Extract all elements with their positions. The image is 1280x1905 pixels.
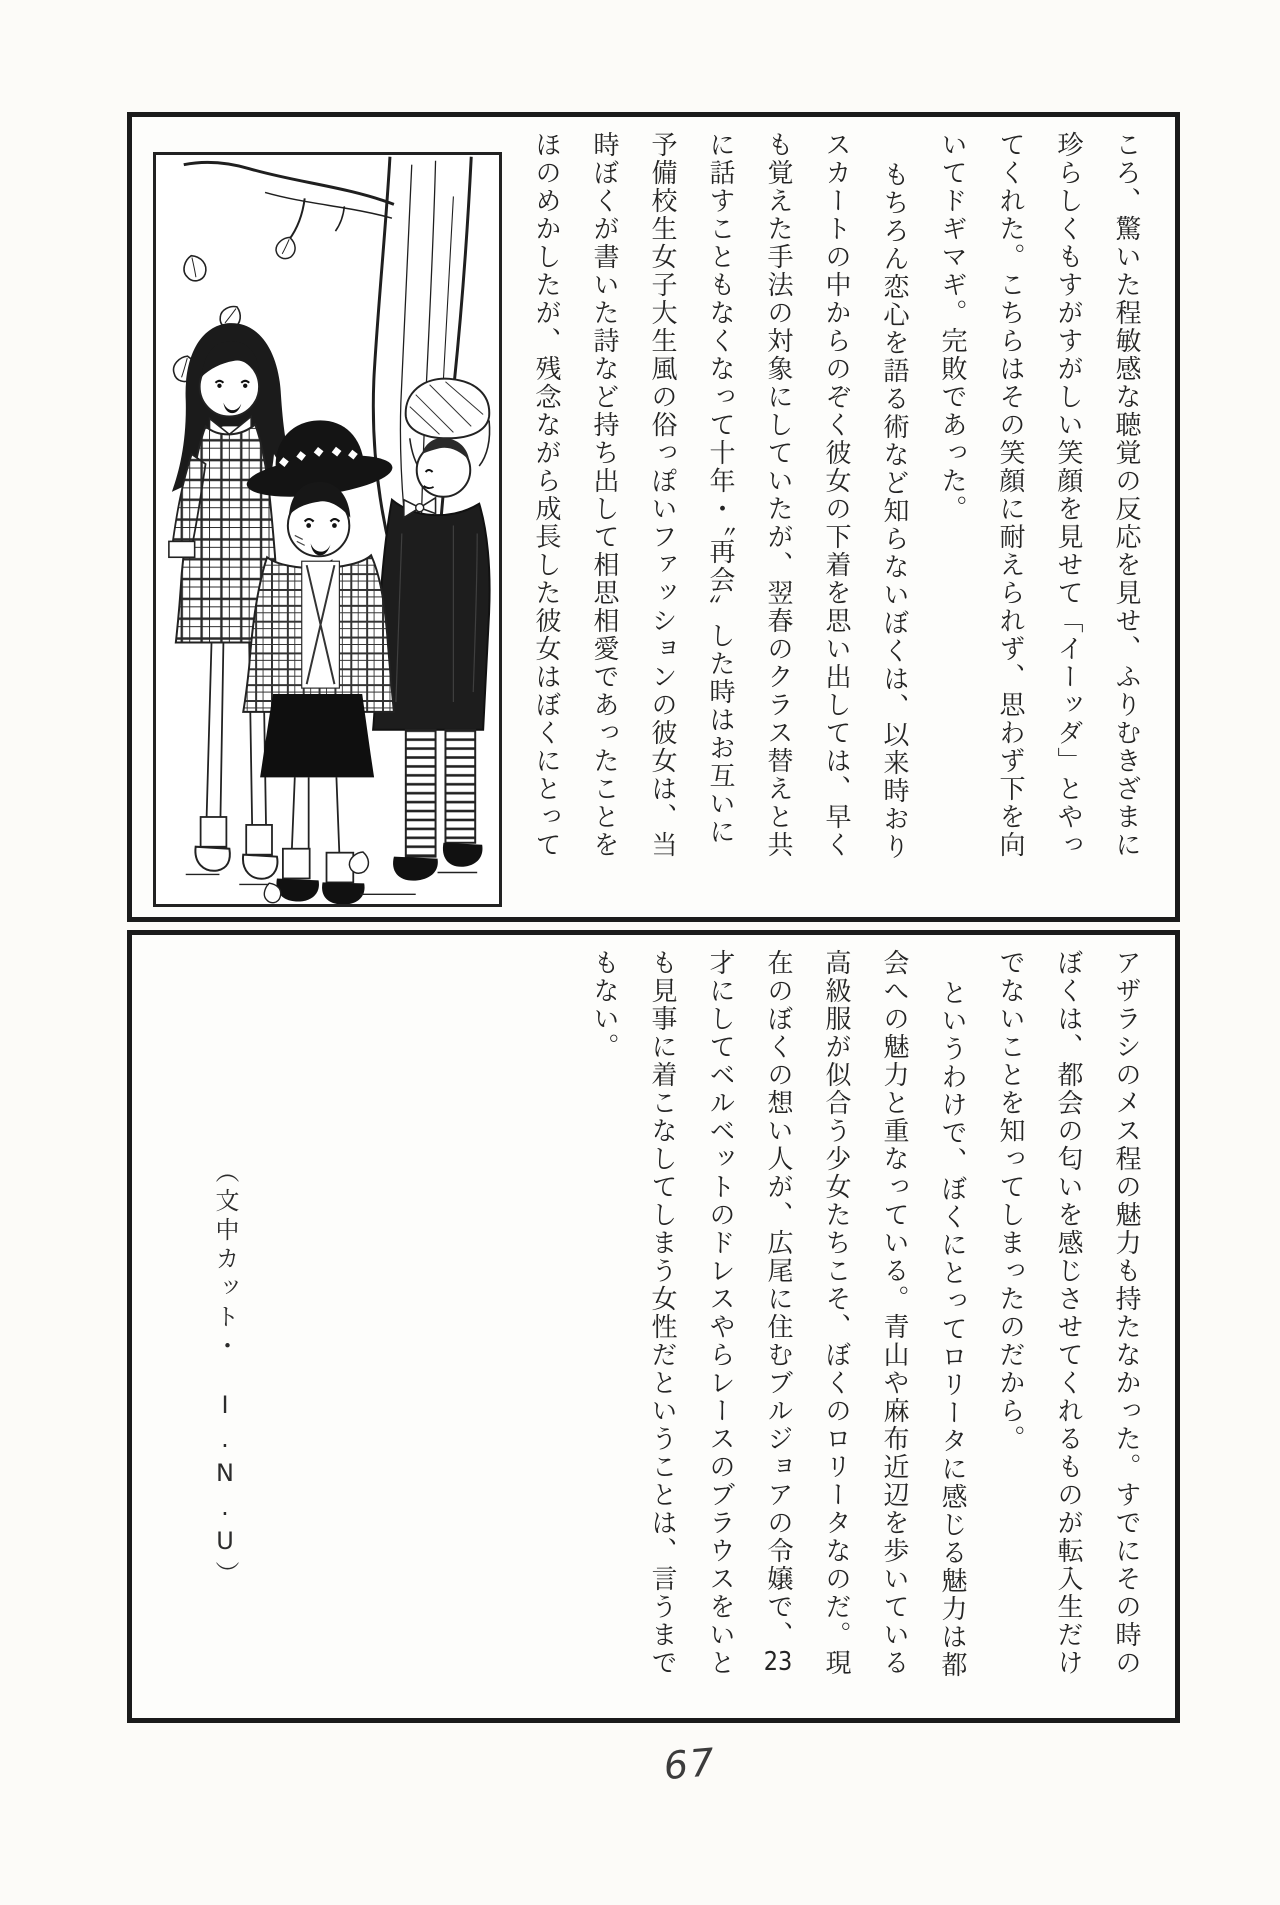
text-column: いてドギマギ。完敗であった。 bbox=[937, 131, 967, 523]
illustrator-credit bbox=[208, 1159, 243, 1679]
text-column: も覚えた手法の対象にしていたが、翌春のクラス替えと共 bbox=[763, 131, 793, 859]
text-column: に話すこともなくなって十年・〝再会〟した時はお互いに bbox=[705, 131, 735, 846]
text-column: というわけで、ぼくにとってロリータに感じる魅力は都 bbox=[937, 979, 967, 1679]
page-number: 67 bbox=[661, 1739, 718, 1789]
text-column: でないことを知ってしまったのだから。 bbox=[995, 949, 1025, 1453]
text-column: 珍らしくもすがすがしい笑顔を見せて「イーッダ」とやっ bbox=[1053, 131, 1083, 859]
text-column: もちろん恋心を語る術など知らないぼくは、以来時おり bbox=[879, 161, 909, 861]
text-column: てくれた。こちらはその笑顔に耐えられず、思わず下を向 bbox=[995, 131, 1025, 859]
top-text-panel bbox=[127, 112, 1180, 922]
text-column: ころ、驚いた程敏感な聴覚の反応を見せ、ふりむきざまに bbox=[1111, 131, 1141, 859]
text-column: 才にしてベルベットのドレスやらレースのブラウスをいと bbox=[705, 949, 735, 1677]
text-column: アザラシのメス程の魅力も持たなかった。すでにその時の bbox=[1111, 949, 1141, 1677]
bottom-text-panel bbox=[127, 930, 1180, 1723]
bottom-text-block bbox=[575, 949, 1155, 1714]
column-text: 在のぼくの想い人が、広尾に住むブルジョアの令嬢で、 bbox=[763, 949, 793, 1649]
text-column bbox=[749, 949, 807, 1714]
text-column: ぼくは、都会の匂いを感じさせてくれるものが転入生だけ bbox=[1053, 949, 1083, 1677]
credit-initials: I.N.U bbox=[211, 1391, 239, 1561]
child-beret bbox=[373, 379, 489, 881]
illustration-frame bbox=[153, 152, 502, 907]
text-column: も見事に着こなしてしまう女性だということは、言うまで bbox=[647, 949, 677, 1677]
text-column: 時ぼくが書いた詩など持ち出して相思相愛であったことを bbox=[589, 131, 619, 859]
children-under-tree-illustration bbox=[156, 155, 499, 904]
horizontal-in-vertical-number: 23 bbox=[763, 1649, 793, 1675]
top-text-block bbox=[517, 131, 1155, 909]
credit-prefix: （文中カット・ bbox=[211, 1159, 239, 1391]
text-column: 高級服が似合う少女たちこそ、ぼくのロリータなのだ。現 bbox=[821, 949, 851, 1677]
text-column: 予備校生女子大生風の俗っぽいファッションの彼女は、当 bbox=[647, 131, 677, 859]
text-column: ほのめかしたが、残念ながら成長した彼女はぼくにとって bbox=[531, 131, 561, 859]
credit-suffix: ） bbox=[211, 1561, 239, 1590]
text-column: 会への魅力と重なっている。青山や麻布近辺を歩いている bbox=[879, 949, 909, 1677]
text-column: スカートの中からのぞく彼女の下着を思い出しては、早く bbox=[821, 131, 851, 859]
text-column: もない。 bbox=[589, 949, 619, 1061]
